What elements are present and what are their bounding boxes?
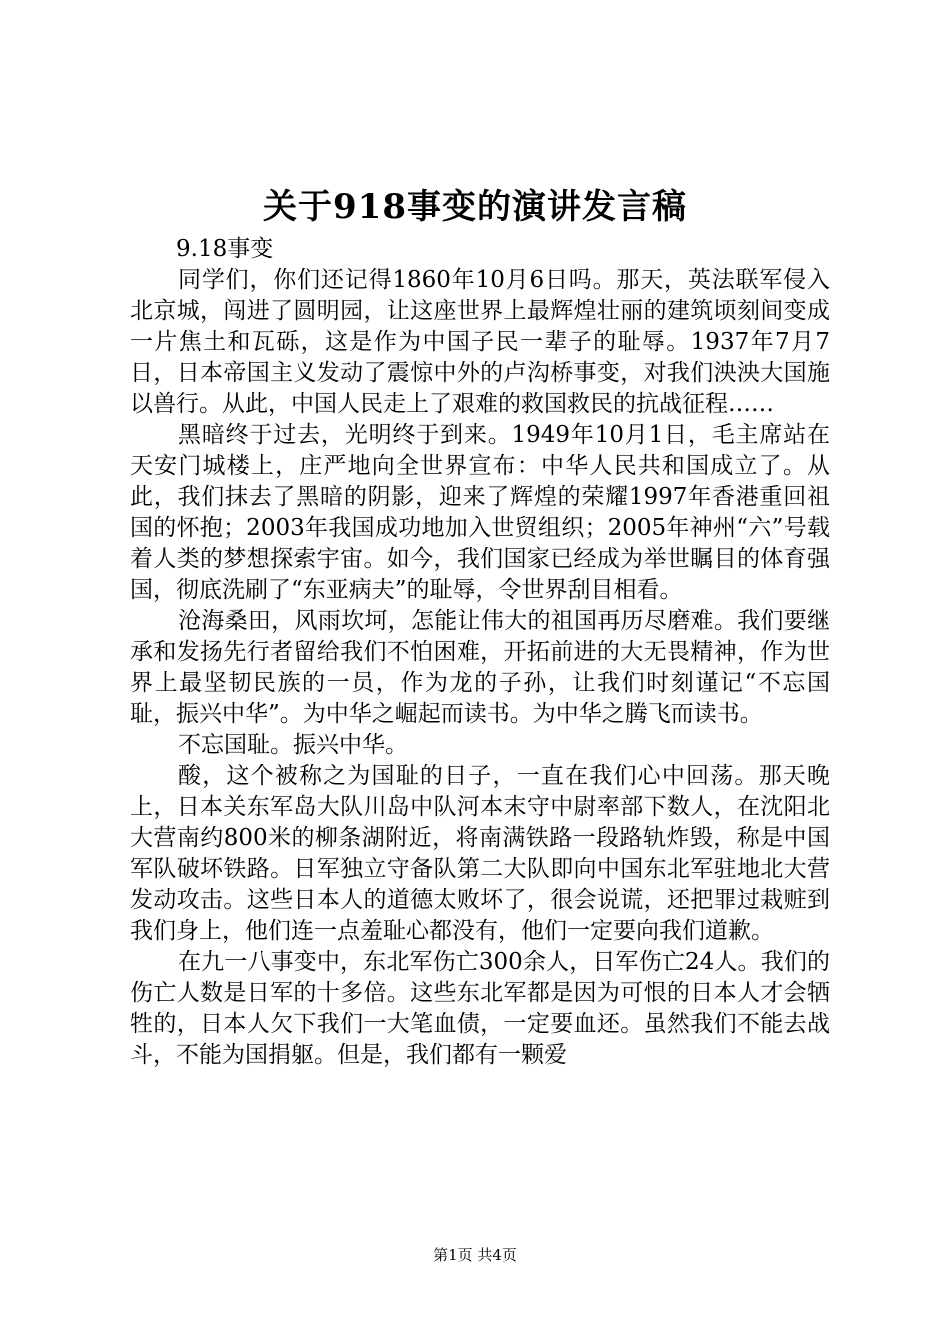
document-body bbox=[130, 234, 830, 1071]
paragraph-4: 不忘国耻。振兴中华。 bbox=[178, 732, 408, 758]
paragraph-5: 酸，这个被称之为国耻的日子，一直在我们心中回荡。那天晚上，日本关东军岛大队川岛中队河本末守中尉率部下数人，在沈阳北大营南约800米的柳条湖附近，将南满铁路一段路轨炸毁，称是中国军队破坏铁路。日军独立守备队第二大队即向中国东北军驻地北大营发动攻击。这些日本人的道德太败坏了，很会说谎，还把罪过栽赃到我们身上，他们连一点羞耻心都没有，他们一定要向我们道歉。 bbox=[130, 763, 830, 944]
page-footer: 第1页 共4页 bbox=[433, 1246, 517, 1264]
document-title: 关于918事变的演讲发言稿 bbox=[263, 187, 687, 227]
paragraph-2: 黑暗终于过去，光明终于到来。1949年10月1日，毛主席站在天安门城楼上，庄严地向全世界宣布：中华人民共和国成立了。从此，我们抹去了黑暗的阴影，迎来了辉煌的荣耀1997年香港重回祖国的怀抱；2003年我国成功地加入世贸组织；2005年神州“六”号载着人类的梦想探索宇宙。如今，我们国家已经成为举世瞩目的体育强国，彻底洗刷了“东亚病夫”的耻辱，令世界刮目相看。 bbox=[130, 422, 830, 603]
paragraph-3: 沧海桑田，风雨坎坷，怎能让伟大的祖国再历尽磨难。我们要继承和发扬先行者留给我们不怕困难，开拓前进的大无畏精神，作为世界上最坚韧民族的一员，作为龙的子孙，让我们时刻谨记“不忘国耻，振兴中华”。为中华之崛起而读书。为中华之腾飞而读书。 bbox=[130, 608, 830, 727]
paragraph-1: 同学们，你们还记得1860年10月6日吗。那天，英法联军侵入北京城，闯进了圆明园，让这座世界上最辉煌壮丽的建筑顷刻间变成一片焦土和瓦砾，这是作为中国子民一辈子的耻辱。1937年7月7日，日本帝国主义发动了震惊中外的卢沟桥事变，对我们泱泱大国施以兽行。从此，中国人民走上了艰难的救国救民的抗战征程…… bbox=[130, 267, 830, 417]
section-heading: 9.18事变 bbox=[176, 236, 274, 262]
paragraph-6: 在九一八事变中，东北军伤亡300余人，日军伤亡24人。我们的伤亡人数是日军的十多倍。这些东北军都是因为可恨的日本人才会牺牲的，日本人欠下我们一大笔血债，一定要血还。虽然我们不能去战斗，不能为国捐躯。但是，我们都有一颗爱 bbox=[130, 949, 830, 1068]
